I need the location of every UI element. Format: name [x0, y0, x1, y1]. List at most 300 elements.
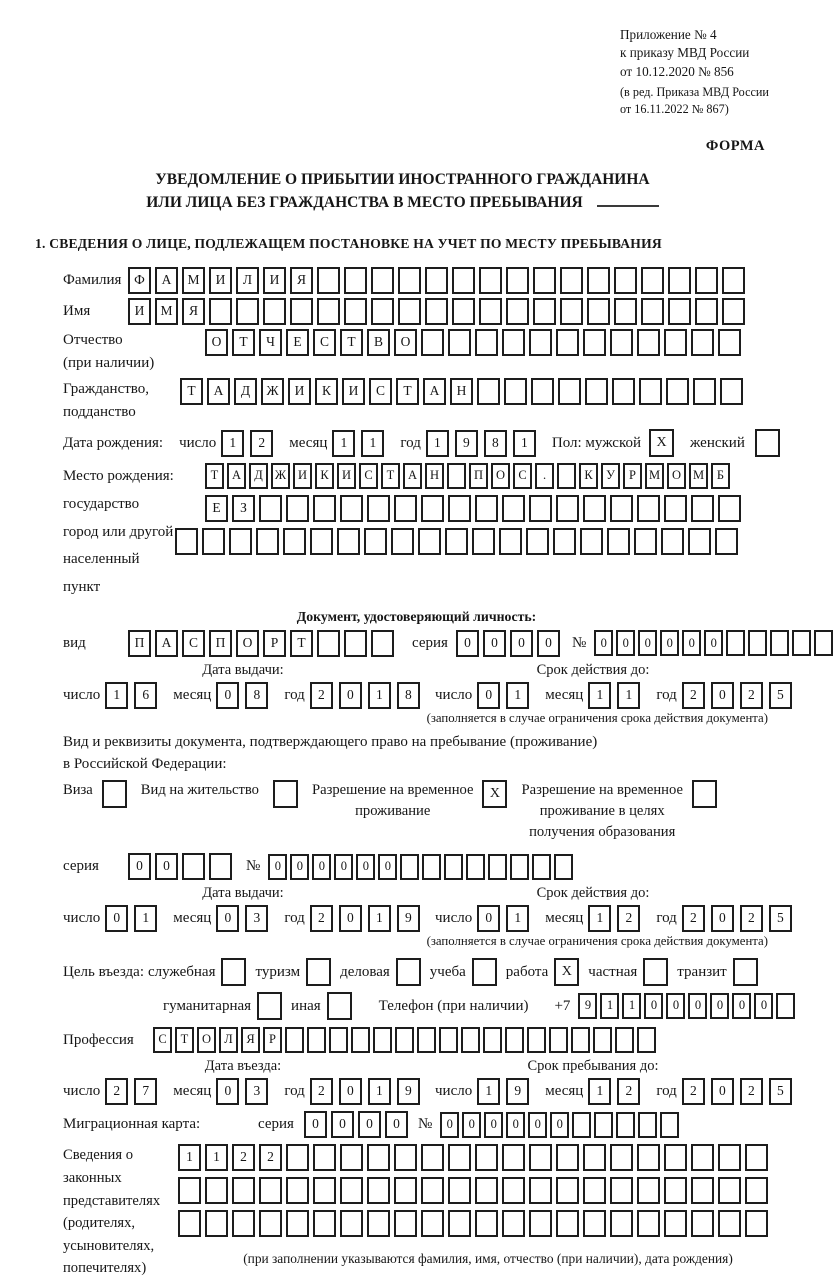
char-cell[interactable]	[329, 1027, 348, 1053]
char-cell[interactable]: 0	[385, 1111, 408, 1138]
char-cell[interactable]: 1	[426, 430, 449, 457]
char-cell[interactable]: О	[491, 463, 510, 489]
char-cell[interactable]: 8	[484, 430, 507, 457]
char-cell[interactable]	[666, 378, 689, 405]
char-cell[interactable]: М	[689, 463, 708, 489]
char-cell[interactable]: Р	[263, 630, 286, 657]
char-cell[interactable]: Я	[290, 267, 313, 294]
char-cell[interactable]	[558, 378, 581, 405]
char-cell[interactable]	[553, 528, 576, 555]
char-cell[interactable]	[340, 1144, 363, 1171]
char-cell[interactable]: 0	[304, 1111, 327, 1138]
char-cell[interactable]: Р	[623, 463, 642, 489]
char-cell[interactable]: П	[209, 630, 232, 657]
char-cell[interactable]	[637, 1027, 656, 1053]
char-cell[interactable]	[580, 528, 603, 555]
char-cell[interactable]: 9	[455, 430, 478, 457]
char-cell[interactable]	[205, 1210, 228, 1237]
char-cell[interactable]: 5	[769, 905, 792, 932]
char-cell[interactable]: Н	[450, 378, 473, 405]
char-cell[interactable]	[776, 993, 795, 1019]
char-cell[interactable]: А	[227, 463, 246, 489]
char-cell[interactable]: Ф	[128, 267, 151, 294]
char-cell[interactable]: 0	[358, 1111, 381, 1138]
char-cell[interactable]: 0	[506, 1112, 525, 1138]
char-cell[interactable]	[718, 1210, 741, 1237]
char-cell[interactable]	[425, 298, 448, 325]
char-cell[interactable]: К	[579, 463, 598, 489]
char-cell[interactable]: 7	[134, 1078, 157, 1105]
purpose-study-checkbox[interactable]	[472, 958, 497, 986]
char-cell[interactable]: И	[128, 298, 151, 325]
char-cell[interactable]	[395, 1027, 414, 1053]
char-cell[interactable]	[367, 495, 390, 522]
char-cell[interactable]	[448, 1177, 471, 1204]
char-cell[interactable]	[664, 1144, 687, 1171]
purpose-business-checkbox[interactable]	[396, 958, 421, 986]
char-cell[interactable]	[664, 329, 687, 356]
char-cell[interactable]	[529, 1177, 552, 1204]
char-cell[interactable]: О	[394, 329, 417, 356]
char-cell[interactable]: 1	[513, 430, 536, 457]
char-cell[interactable]	[421, 329, 444, 356]
char-cell[interactable]	[693, 378, 716, 405]
char-cell[interactable]	[475, 495, 498, 522]
char-cell[interactable]: О	[236, 630, 259, 657]
char-cell[interactable]	[367, 1210, 390, 1237]
char-cell[interactable]	[445, 528, 468, 555]
purpose-humanitarian-checkbox[interactable]	[257, 992, 282, 1020]
char-cell[interactable]	[637, 1210, 660, 1237]
char-cell[interactable]: Ж	[261, 378, 284, 405]
char-cell[interactable]	[593, 1027, 612, 1053]
char-cell[interactable]	[556, 1210, 579, 1237]
char-cell[interactable]: 0	[537, 630, 560, 657]
char-cell[interactable]	[722, 267, 745, 294]
char-cell[interactable]: 1	[506, 905, 529, 932]
char-cell[interactable]: 0	[477, 682, 500, 709]
char-cell[interactable]	[664, 1210, 687, 1237]
char-cell[interactable]	[638, 1112, 657, 1138]
char-cell[interactable]	[367, 1144, 390, 1171]
char-cell[interactable]	[236, 298, 259, 325]
char-cell[interactable]	[745, 1144, 768, 1171]
char-cell[interactable]	[344, 267, 367, 294]
char-cell[interactable]: 1	[588, 682, 611, 709]
char-cell[interactable]	[549, 1027, 568, 1053]
temp-residence-checkbox[interactable]: X	[482, 780, 507, 808]
char-cell[interactable]: 0	[711, 682, 734, 709]
char-cell[interactable]: Т	[381, 463, 400, 489]
char-cell[interactable]: 1	[588, 905, 611, 932]
char-cell[interactable]	[556, 1177, 579, 1204]
char-cell[interactable]	[594, 1112, 613, 1138]
char-cell[interactable]: 3	[245, 1078, 268, 1105]
char-cell[interactable]: Т	[232, 329, 255, 356]
char-cell[interactable]: 8	[397, 682, 420, 709]
purpose-transit-checkbox[interactable]	[733, 958, 758, 986]
char-cell[interactable]	[502, 329, 525, 356]
char-cell[interactable]	[529, 1210, 552, 1237]
char-cell[interactable]: 1	[368, 905, 391, 932]
char-cell[interactable]: Ж	[271, 463, 290, 489]
char-cell[interactable]	[290, 298, 313, 325]
char-cell[interactable]: 2	[740, 682, 763, 709]
char-cell[interactable]: Ч	[259, 329, 282, 356]
char-cell[interactable]: О	[205, 329, 228, 356]
char-cell[interactable]: 0	[616, 630, 635, 656]
char-cell[interactable]: И	[293, 463, 312, 489]
char-cell[interactable]	[695, 298, 718, 325]
char-cell[interactable]: 0	[754, 993, 773, 1019]
char-cell[interactable]	[691, 495, 714, 522]
char-cell[interactable]	[641, 267, 664, 294]
char-cell[interactable]	[313, 1177, 336, 1204]
char-cell[interactable]: А	[423, 378, 446, 405]
char-cell[interactable]: 3	[245, 905, 268, 932]
char-cell[interactable]	[286, 1177, 309, 1204]
char-cell[interactable]	[583, 1144, 606, 1171]
char-cell[interactable]: 0	[312, 854, 331, 880]
char-cell[interactable]: С	[369, 378, 392, 405]
char-cell[interactable]	[313, 1210, 336, 1237]
char-cell[interactable]: К	[315, 378, 338, 405]
char-cell[interactable]	[425, 267, 448, 294]
char-cell[interactable]: 0	[710, 993, 729, 1019]
char-cell[interactable]	[286, 1144, 309, 1171]
char-cell[interactable]	[506, 267, 529, 294]
char-cell[interactable]	[344, 630, 367, 657]
char-cell[interactable]: Я	[182, 298, 205, 325]
char-cell[interactable]	[722, 298, 745, 325]
char-cell[interactable]	[344, 298, 367, 325]
char-cell[interactable]	[286, 1210, 309, 1237]
char-cell[interactable]: У	[601, 463, 620, 489]
char-cell[interactable]	[556, 329, 579, 356]
char-cell[interactable]	[529, 495, 552, 522]
char-cell[interactable]: 1	[600, 993, 619, 1019]
char-cell[interactable]	[421, 1177, 444, 1204]
char-cell[interactable]: 0	[216, 682, 239, 709]
char-cell[interactable]	[691, 1144, 714, 1171]
char-cell[interactable]	[615, 1027, 634, 1053]
char-cell[interactable]: 1	[506, 682, 529, 709]
char-cell[interactable]	[313, 495, 336, 522]
char-cell[interactable]: 0	[268, 854, 287, 880]
char-cell[interactable]: 0	[711, 905, 734, 932]
char-cell[interactable]: 9	[578, 993, 597, 1019]
char-cell[interactable]: 0	[711, 1078, 734, 1105]
purpose-official-checkbox[interactable]	[221, 958, 246, 986]
char-cell[interactable]: 2	[232, 1144, 255, 1171]
char-cell[interactable]: 2	[105, 1078, 128, 1105]
char-cell[interactable]	[317, 267, 340, 294]
char-cell[interactable]: 0	[334, 854, 353, 880]
char-cell[interactable]	[585, 378, 608, 405]
char-cell[interactable]: 9	[506, 1078, 529, 1105]
char-cell[interactable]: 0	[456, 630, 479, 657]
char-cell[interactable]: 5	[769, 1078, 792, 1105]
char-cell[interactable]	[475, 1144, 498, 1171]
char-cell[interactable]: Р	[263, 1027, 282, 1053]
char-cell[interactable]	[475, 1210, 498, 1237]
char-cell[interactable]: Б	[711, 463, 730, 489]
char-cell[interactable]	[720, 378, 743, 405]
char-cell[interactable]: Л	[219, 1027, 238, 1053]
char-cell[interactable]	[391, 528, 414, 555]
sex-female-checkbox[interactable]	[755, 429, 780, 457]
char-cell[interactable]	[488, 854, 507, 880]
char-cell[interactable]: Т	[175, 1027, 194, 1053]
char-cell[interactable]: 9	[397, 905, 420, 932]
char-cell[interactable]	[205, 1177, 228, 1204]
char-cell[interactable]	[748, 630, 767, 656]
char-cell[interactable]	[583, 1210, 606, 1237]
char-cell[interactable]: С	[313, 329, 336, 356]
char-cell[interactable]	[364, 528, 387, 555]
char-cell[interactable]	[421, 495, 444, 522]
char-cell[interactable]	[639, 378, 662, 405]
char-cell[interactable]	[398, 298, 421, 325]
char-cell[interactable]	[688, 528, 711, 555]
char-cell[interactable]: 0	[290, 854, 309, 880]
char-cell[interactable]: 2	[740, 905, 763, 932]
char-cell[interactable]	[814, 630, 833, 656]
char-cell[interactable]	[351, 1027, 370, 1053]
char-cell[interactable]: 0	[462, 1112, 481, 1138]
char-cell[interactable]: 0	[477, 905, 500, 932]
char-cell[interactable]	[371, 630, 394, 657]
char-cell[interactable]: Я	[241, 1027, 260, 1053]
char-cell[interactable]	[394, 1177, 417, 1204]
char-cell[interactable]	[612, 378, 635, 405]
char-cell[interactable]	[572, 1112, 591, 1138]
char-cell[interactable]	[554, 854, 573, 880]
char-cell[interactable]	[479, 267, 502, 294]
char-cell[interactable]	[726, 630, 745, 656]
char-cell[interactable]	[307, 1027, 326, 1053]
char-cell[interactable]	[610, 1210, 633, 1237]
char-cell[interactable]	[283, 528, 306, 555]
char-cell[interactable]	[447, 463, 466, 489]
char-cell[interactable]	[718, 329, 741, 356]
char-cell[interactable]	[637, 1144, 660, 1171]
char-cell[interactable]: Е	[286, 329, 309, 356]
char-cell[interactable]	[695, 267, 718, 294]
char-cell[interactable]	[502, 1177, 525, 1204]
char-cell[interactable]: И	[288, 378, 311, 405]
char-cell[interactable]	[337, 528, 360, 555]
char-cell[interactable]	[421, 1210, 444, 1237]
char-cell[interactable]: 0	[356, 854, 375, 880]
char-cell[interactable]: И	[209, 267, 232, 294]
char-cell[interactable]: 1	[332, 430, 355, 457]
char-cell[interactable]	[229, 528, 252, 555]
char-cell[interactable]	[660, 1112, 679, 1138]
char-cell[interactable]	[439, 1027, 458, 1053]
char-cell[interactable]	[668, 298, 691, 325]
sex-male-checkbox[interactable]: X	[649, 429, 674, 457]
char-cell[interactable]: Т	[180, 378, 203, 405]
char-cell[interactable]: К	[315, 463, 334, 489]
char-cell[interactable]: А	[155, 267, 178, 294]
char-cell[interactable]	[175, 528, 198, 555]
char-cell[interactable]: С	[513, 463, 532, 489]
char-cell[interactable]	[394, 495, 417, 522]
char-cell[interactable]: 0	[644, 993, 663, 1019]
char-cell[interactable]	[371, 267, 394, 294]
char-cell[interactable]: 1	[622, 993, 641, 1019]
char-cell[interactable]	[232, 1177, 255, 1204]
char-cell[interactable]: 0	[105, 905, 128, 932]
char-cell[interactable]	[661, 528, 684, 555]
char-cell[interactable]	[466, 854, 485, 880]
char-cell[interactable]: 2	[259, 1144, 282, 1171]
char-cell[interactable]	[526, 528, 549, 555]
char-cell[interactable]	[607, 528, 630, 555]
char-cell[interactable]	[610, 495, 633, 522]
char-cell[interactable]: 0	[682, 630, 701, 656]
char-cell[interactable]: 8	[245, 682, 268, 709]
char-cell[interactable]	[479, 298, 502, 325]
char-cell[interactable]	[770, 630, 789, 656]
char-cell[interactable]	[691, 329, 714, 356]
char-cell[interactable]	[533, 298, 556, 325]
char-cell[interactable]	[668, 267, 691, 294]
purpose-work-checkbox[interactable]: X	[554, 958, 579, 986]
char-cell[interactable]: 0	[484, 1112, 503, 1138]
char-cell[interactable]	[614, 298, 637, 325]
char-cell[interactable]	[202, 528, 225, 555]
char-cell[interactable]: 0	[331, 1111, 354, 1138]
char-cell[interactable]	[529, 329, 552, 356]
char-cell[interactable]	[448, 1210, 471, 1237]
char-cell[interactable]	[556, 1144, 579, 1171]
char-cell[interactable]: Д	[234, 378, 257, 405]
char-cell[interactable]	[398, 267, 421, 294]
char-cell[interactable]: 2	[682, 1078, 705, 1105]
char-cell[interactable]	[178, 1177, 201, 1204]
char-cell[interactable]	[394, 1144, 417, 1171]
char-cell[interactable]: 1	[205, 1144, 228, 1171]
char-cell[interactable]	[637, 1177, 660, 1204]
char-cell[interactable]	[583, 1177, 606, 1204]
char-cell[interactable]: 2	[740, 1078, 763, 1105]
char-cell[interactable]: И	[337, 463, 356, 489]
char-cell[interactable]: 2	[617, 905, 640, 932]
char-cell[interactable]: 2	[682, 905, 705, 932]
char-cell[interactable]	[340, 495, 363, 522]
char-cell[interactable]	[367, 1177, 390, 1204]
char-cell[interactable]: 0	[528, 1112, 547, 1138]
char-cell[interactable]: В	[367, 329, 390, 356]
char-cell[interactable]: Т	[290, 630, 313, 657]
char-cell[interactable]: 2	[310, 1078, 333, 1105]
char-cell[interactable]: П	[128, 630, 151, 657]
char-cell[interactable]	[421, 1144, 444, 1171]
char-cell[interactable]: 9	[397, 1078, 420, 1105]
char-cell[interactable]	[475, 329, 498, 356]
char-cell[interactable]	[718, 1177, 741, 1204]
char-cell[interactable]	[286, 495, 309, 522]
char-cell[interactable]	[422, 854, 441, 880]
char-cell[interactable]	[745, 1210, 768, 1237]
char-cell[interactable]	[444, 854, 463, 880]
char-cell[interactable]	[259, 495, 282, 522]
char-cell[interactable]	[340, 1210, 363, 1237]
char-cell[interactable]	[531, 378, 554, 405]
char-cell[interactable]: 2	[617, 1078, 640, 1105]
char-cell[interactable]	[373, 1027, 392, 1053]
char-cell[interactable]: 5	[769, 682, 792, 709]
char-cell[interactable]	[477, 378, 500, 405]
char-cell[interactable]	[610, 1144, 633, 1171]
char-cell[interactable]: А	[403, 463, 422, 489]
char-cell[interactable]	[472, 528, 495, 555]
char-cell[interactable]: О	[667, 463, 686, 489]
char-cell[interactable]	[583, 495, 606, 522]
char-cell[interactable]: 0	[483, 630, 506, 657]
char-cell[interactable]	[502, 495, 525, 522]
char-cell[interactable]: 1	[178, 1144, 201, 1171]
purpose-other-checkbox[interactable]	[327, 992, 352, 1020]
char-cell[interactable]: 1	[617, 682, 640, 709]
char-cell[interactable]	[506, 298, 529, 325]
char-cell[interactable]: 1	[105, 682, 128, 709]
residence-permit-checkbox[interactable]	[273, 780, 298, 808]
purpose-tourism-checkbox[interactable]	[306, 958, 331, 986]
char-cell[interactable]: 0	[378, 854, 397, 880]
char-cell[interactable]	[263, 298, 286, 325]
char-cell[interactable]: Т	[205, 463, 224, 489]
char-cell[interactable]	[340, 1177, 363, 1204]
char-cell[interactable]: 0	[128, 853, 151, 880]
char-cell[interactable]	[285, 1027, 304, 1053]
char-cell[interactable]	[448, 1144, 471, 1171]
visa-checkbox[interactable]	[102, 780, 127, 808]
char-cell[interactable]	[718, 1144, 741, 1171]
char-cell[interactable]: 1	[368, 682, 391, 709]
char-cell[interactable]: Т	[396, 378, 419, 405]
char-cell[interactable]	[715, 528, 738, 555]
char-cell[interactable]: 0	[440, 1112, 459, 1138]
char-cell[interactable]	[232, 1210, 255, 1237]
char-cell[interactable]	[448, 329, 471, 356]
char-cell[interactable]	[400, 854, 419, 880]
char-cell[interactable]: Т	[340, 329, 363, 356]
char-cell[interactable]	[256, 528, 279, 555]
char-cell[interactable]: А	[155, 630, 178, 657]
char-cell[interactable]	[527, 1027, 546, 1053]
char-cell[interactable]: .	[535, 463, 554, 489]
char-cell[interactable]	[637, 329, 660, 356]
char-cell[interactable]: 6	[134, 682, 157, 709]
char-cell[interactable]	[209, 853, 232, 880]
char-cell[interactable]	[502, 1144, 525, 1171]
char-cell[interactable]	[371, 298, 394, 325]
char-cell[interactable]: М	[155, 298, 178, 325]
char-cell[interactable]: Л	[236, 267, 259, 294]
char-cell[interactable]: 0	[339, 1078, 362, 1105]
char-cell[interactable]	[691, 1210, 714, 1237]
char-cell[interactable]: С	[153, 1027, 172, 1053]
char-cell[interactable]	[310, 528, 333, 555]
char-cell[interactable]	[587, 298, 610, 325]
char-cell[interactable]	[571, 1027, 590, 1053]
char-cell[interactable]: И	[342, 378, 365, 405]
char-cell[interactable]	[614, 267, 637, 294]
char-cell[interactable]	[317, 630, 340, 657]
